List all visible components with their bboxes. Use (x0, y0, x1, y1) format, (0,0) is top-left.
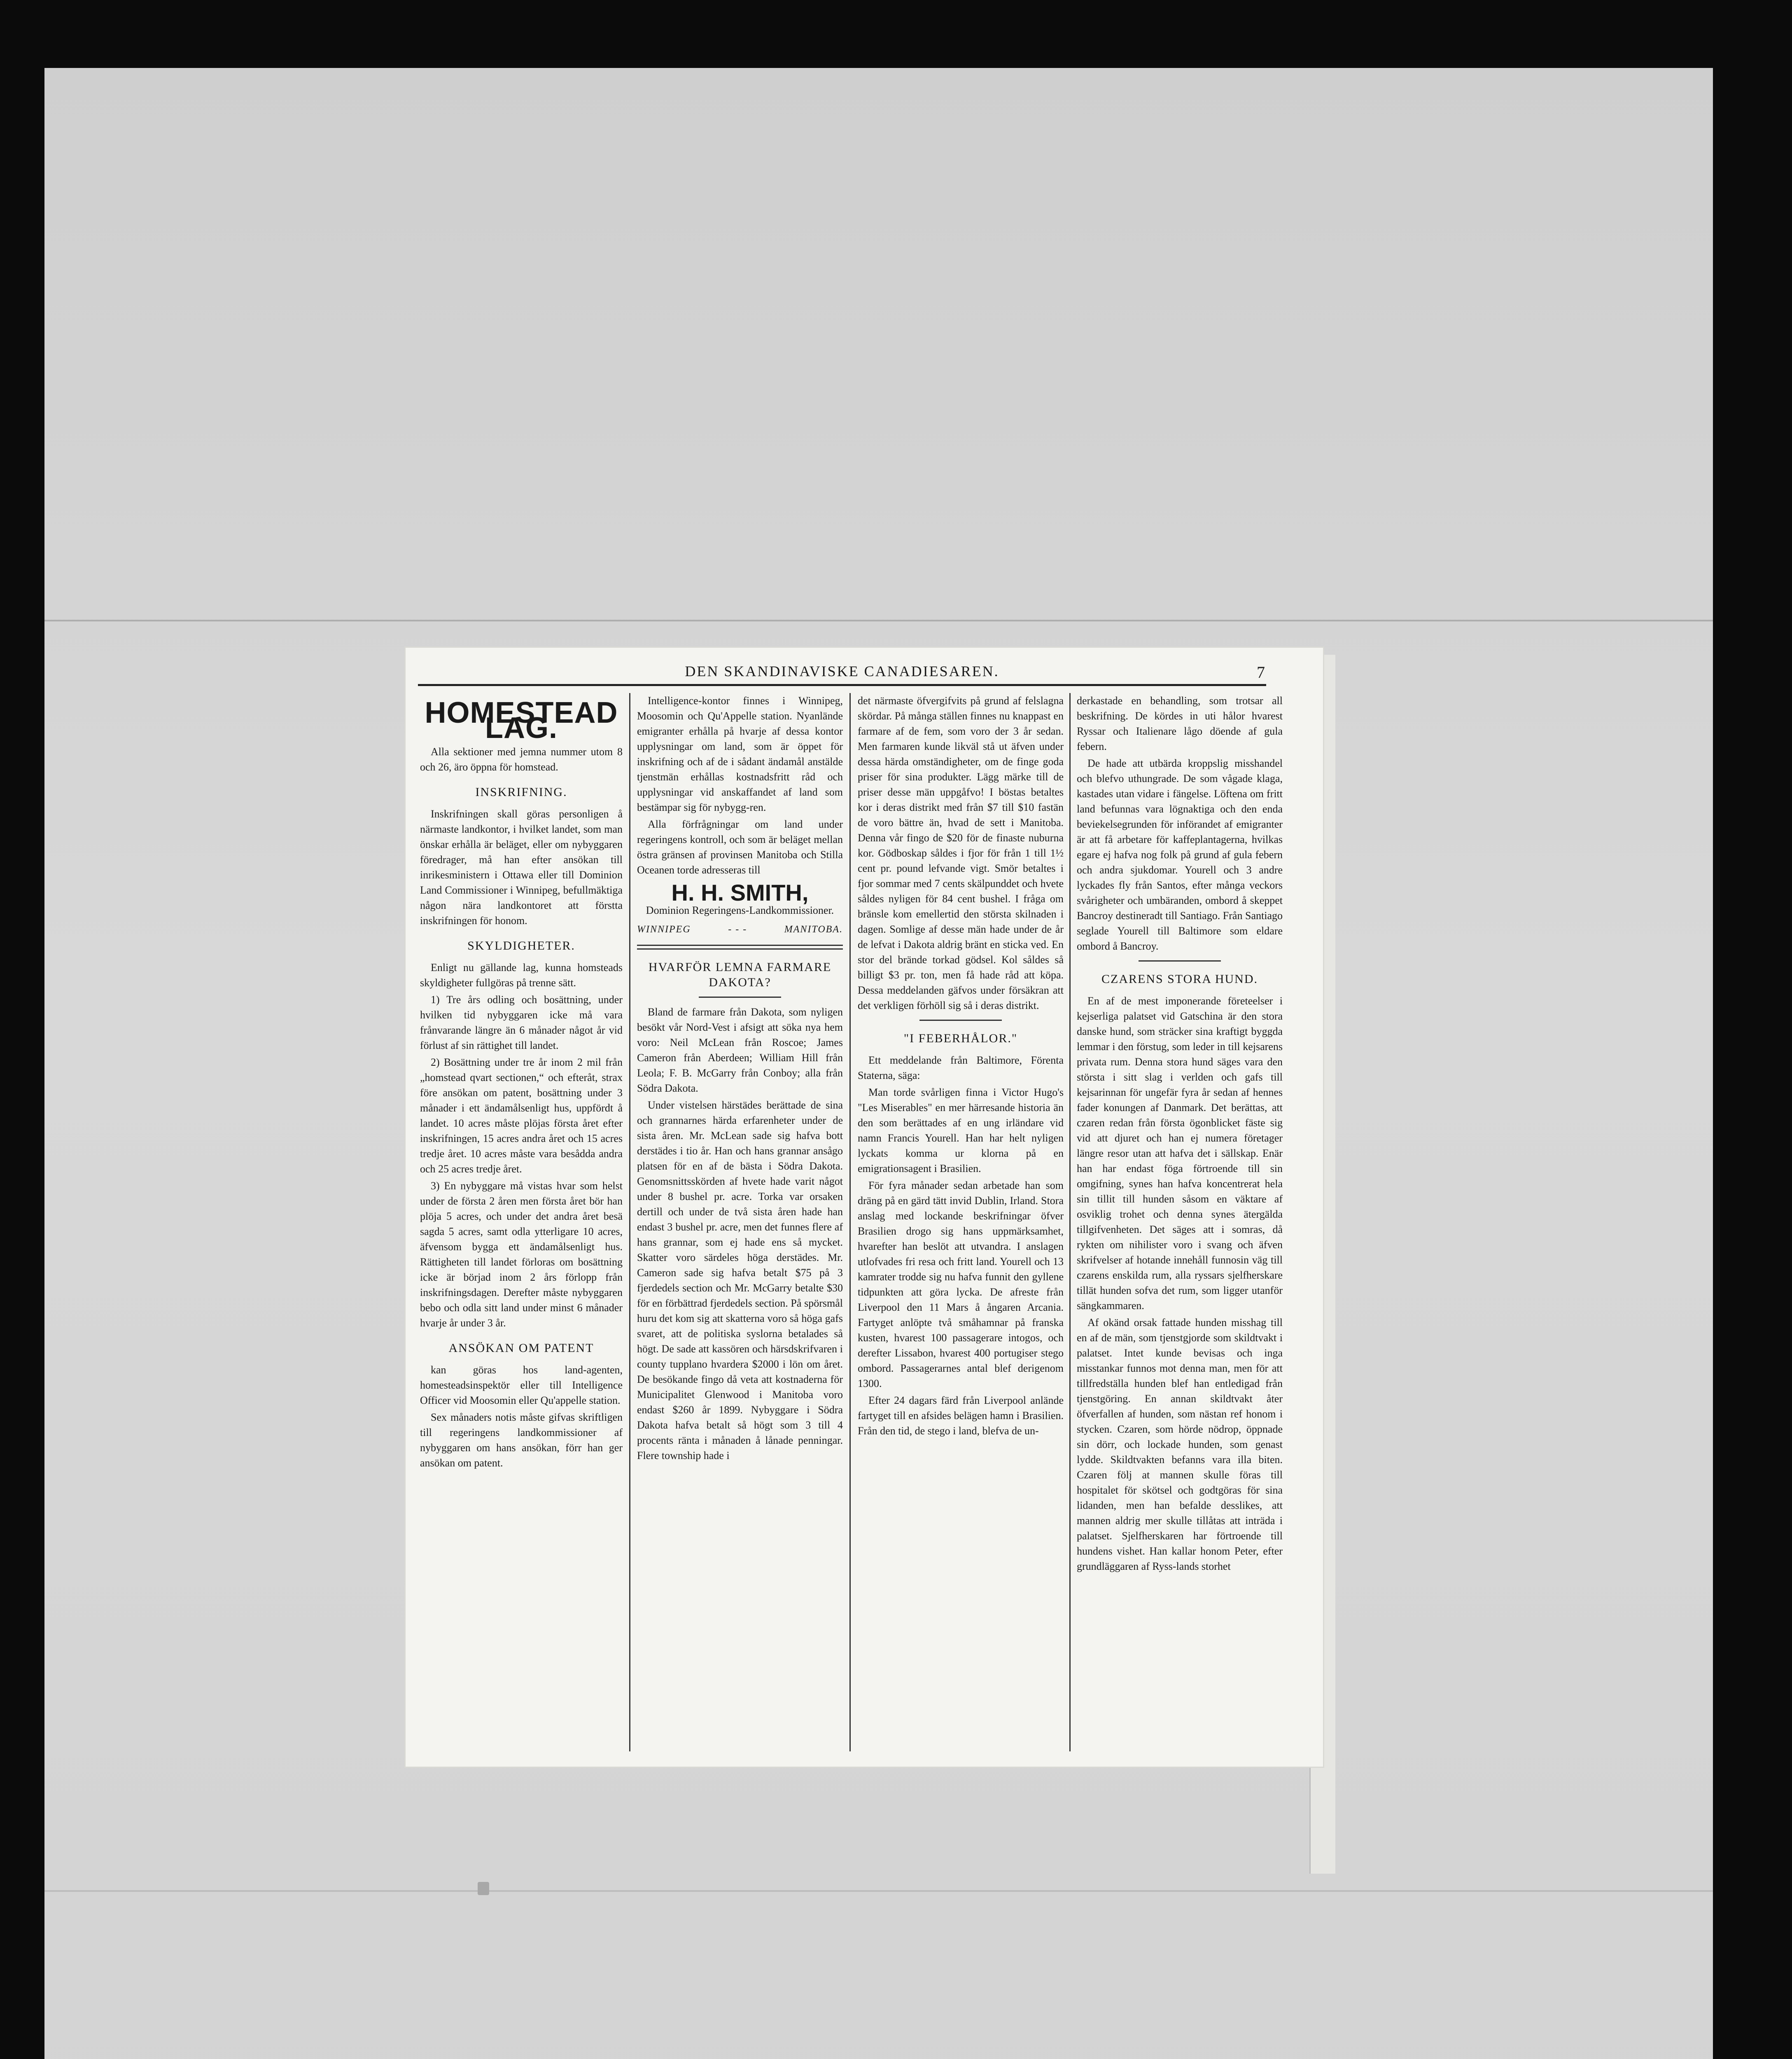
paragraph: det närmaste öfvergifvits på grund af felslagna skördar. På många ställen finnes nu knappast en farmare af de fem, som voro der 3 år sedan. Men farmaren kunde likväl stå ut äfven under dessa härda omständigheter, om de finge goda priser för sina produkter. Lägg märke till de priser desse män uppgåfvo! I böstas betaltes kor i deras distrikt med från $7 till $10 fastän de voro bättre än, hvad de sett i Manitoba. Denna vår fingo de $20 för de finaste nuburna kor. Gödboskap såldes i fjor för från 1 till 1½ cent pr. pound lefvande vigt. Smör betaltes i fjor sommar med 7 cents skälpunddet och hvete såldes nyligen för 84 cent bushel. I fråga om bränsle kom emellertid den största skilnaden i dagen. Somlige af desse män hade under de år de lefvat i Dakota aldrig bränt en sticka ved. En stor del brände torkad gödsel. Kol såldes så billigt $3 pr. ton, men få hade råd att köpa. Dessa meddelanden gäfvos under försäkran att det verkligen förhöll sig så i deras distrikt. (858, 695, 1064, 1011)
headline-homestead-lag: HOMESTEAD LAG. (425, 696, 618, 745)
section-heading: INSKRIFNING. (475, 785, 567, 799)
column-2 (637, 693, 843, 1751)
paragraph: Sex månaders notis måste gifvas skriftligen till regeringens landkommissioner af nybyggaren om hans ansökan, förr han ger ansökan om patent. (420, 1411, 623, 1469)
paragraph: derkastade en behandling, som trotsar all beskrifning. De kördes in uti hålor hvarest Ryssar och Italienare lågo döende af gula febern. (1077, 695, 1283, 752)
advert-title: Dominion Regeringens-Landkommissioner. (646, 904, 834, 916)
page-number: 7 (1257, 663, 1266, 682)
paragraph: Intelligence-kontor finnes i Winnipeg, Moosomin och Qu'Appelle station. Nyanlände emigranter erhålla på hvarje af dessa kontor upplysningar om land, som är öppet för inskrifning och af de i sådant ändamål anstälde tjenstmän erhållas kostnadsfritt råd och upplysningar vid anskaffandet af land som bestämpar sig för nybygg-ren. (637, 695, 843, 813)
column-4 (1077, 693, 1283, 1751)
paragraph: Enligt nu gällande lag, kunna homsteads skyldigheter fullgöras på trenne sätt. (420, 962, 623, 989)
divider (1139, 960, 1221, 962)
paragraph: Bland de farmare från Dakota, som nyligen besökt vår Nord-Vest i afsigt att söka nya hem voro: Neil McLean från Roscoe; James Cameron från Aberdeen; William Hill från Leola; F. B. McGarry från Conboy; alla från Södra Dakota. (637, 1006, 843, 1094)
advert-name: H. H. SMITH, (671, 880, 809, 906)
section-heading: ANSÖKAN OM PATENT (448, 1341, 594, 1355)
city-right: MANITOBA. (784, 924, 843, 935)
newspaper-page (406, 648, 1323, 1767)
scan-scratch (44, 1890, 1713, 1892)
masthead (418, 659, 1266, 686)
advert-city-line (637, 922, 843, 937)
divider (699, 997, 781, 998)
column-3 (858, 693, 1064, 1751)
column-1 (420, 693, 623, 1751)
paragraph: En af de mest imponerande företeelser i kejserliga palatset vid Gatschina är den stora danske hund, som sträcker sina kraftigt byggda lemmar i den förstug, som leder in till kejsarens privata rum. Denna stora hund säges vara den största i sitt slag i verlden och gafs till kejsarinnan för ungefär fyra år sedan af hennes fader konungen af Danmark. Det berättas, att czaren redan från första ögonblicket fäste sig vid att djuret och han ej numera företager längre resor utan att hafva det i sällskap. Enär han har endast föga förtroende till sin omgifning, synes han hafva koncentrerat hela sin tillit till hunden såsom en väktare af osviklig trohet och denna synes ätergälda tillgifvenheten. Det säges att i somras, då rykten om nihilister voro i svang och äfven skrifvelser af hotande innehåll funnosin väg till czarens enskilda rum, alla ryssars sjelfherskare tillät hunden sofva det rum, som ligger utanför sängkammaren. (1077, 995, 1283, 1312)
paragraph: Under vistelsen härstädes berättade de sina och grannarnes härda erfarenheter under de sista åren. Mr. McLean sade sig hafva bott derstädes i tio år. Han och hans grannar ansågo platsen för en af de bästa i Södra Dakota. Genomsnittsskörden af hvete hade varit något under 8 bushel pr. acre. Torka var orsaken dertill och under de två sista åren hade han endast 3 bushel pr. acre, men det funnes flere af hans grannar, som ej hade ens så mycket. Skatter voro särdeles höga derstädes. Mr. Cameron sade sig hafva betalt $75 på 3 fjerdedels section och Mr. McGarry betalte $30 för en förbättrad fjerdedels section. På spörsmål huru det kom sig att skatterna voro så höga gafs svaret, att de politiska syslorna betalades så högt. De sade att kassören och härsdskrifvaren i county tupplano hvardera $2000 i lön om året. De besökande fingo då veta att kostnaderna för Municipalitet Glenwood i Manitoba voro endast $260 år 1899. Nybyggare i Södra Dakota hafva betalt så högt som 3 till 4 procents ränta i månaden å lånade penningar. Flere township hade i (637, 1099, 843, 1461)
scan-scratch (44, 620, 1713, 621)
paragraph: Ett meddelande från Baltimore, Förenta Staterna, säga: (858, 1054, 1064, 1081)
column-rule (1069, 693, 1071, 1751)
paragraph: Alla förfrågningar om land under regeringens kontroll, och som är beläget mellan östra gränsen af provinsen Manitoba och Stilla Oceanen torde adresseras till (637, 818, 843, 876)
column-rule (629, 693, 630, 1751)
section-heading: HVARFÖR LEMNA FARMARE DAKOTA? (648, 960, 832, 989)
masthead-title: DEN SKANDINAVISKE CANADIESAREN. (685, 663, 999, 679)
paragraph: kan göras hos land-agenten, homesteadsinspektör eller till Intelligence Officer vid Moosomin eller Qu'appelle station. (420, 1364, 623, 1406)
paragraph: Man torde svårligen finna i Victor Hugo's "Les Miserables" en mer härresande historia än den som berättades af en ung irländare vid namn Francis Yourell. Han har helt nyligen lyckats komma ur klorna på en emigrationsagent i Brasilien. (858, 1086, 1064, 1174)
paragraph: Alla sektioner med jemna nummer utom 8 och 26, äro öppna för homstead. (420, 746, 623, 773)
paragraph: Inskrifningen skall göras personligen å närmaste landkontor, i hvilket landet, som man önskar erhålla är beläget, eller om nybyggaren föredrager, må han efter ansökan till inrikesministern i Ottawa eller till Dominion Land Commissioner i Winnipeg, befullmäktiga någon nära landkontoret att förstta inskrifningen för honom. (420, 808, 623, 927)
city-left: WINNIPEG (637, 924, 691, 935)
divider (637, 945, 843, 950)
paragraph: För fyra månader sedan arbetade han som dräng på en gärd tätt invid Dublin, Irland. Stora anslag med lockande beskrifningar öfver Brasilien drogo sig hans uppmärksamhet, hvarefter han beslöt att utvandra. I anslagen utlofvades fri resa och fritt land. Yourell och 13 kamrater trodde sig nu hafva funnit den gyllene tidpunkten att göra lycka. De afreste från Liverpool den 11 Mars å ångaren Arcania. Fartyget anlöpte två småhamnar på franska kusten, hvarest 100 passagerare intogos, och derefter Lissabon, hvarest 400 portugiser stego ombord. Passagerarnes antal blef derigenom 1300. (858, 1179, 1064, 1389)
section-heading: SKYLDIGHETER. (467, 939, 575, 952)
paragraph: 3) En nybyggare må vistas hvar som helst under de första 2 åren men första året bör han plöja 5 acres, och under det andra året besä sagda 5 acres, samt odla ytterligare 10 acres, äfvensom bygga ett ändamålsenligt hus. Rättigheten till landet förloras om bosättning icke är börjad inom 2 års förlopp från inskrifningsdagen. Derefter måste nybyggaren bebo och odla sitt land under minst 6 månader hvarje år under 3 år. (420, 1180, 623, 1329)
section-heading: CZARENS STORA HUND. (1101, 972, 1258, 986)
paragraph: 2) Bosättning under tre år inom 2 mil från „homstead qvart sectionen,“ och efteråt, strax före ansökan om patent, bosättning under 3 månader i ett ändamålsenligt hus, uppfördt å landet. 10 acres måste plöjas första året efter inskrifningen, 15 acres andra året och 15 acres tredje året. 10 acres måste vara besådda andra och 25 acres tredje året. (420, 1056, 623, 1175)
section-heading: "I FEBERHÅLOR." (903, 1032, 1018, 1045)
divider (919, 1020, 1002, 1021)
paragraph: Af okänd orsak fattade hunden misshag till en af de män, som tjenstgjorde som skildtvakt i palatset. Intet kunde bevisas och inga misstankar funnos mot denna man, men för att tillfredställa hunden blef han entledigad från tjenstgöring. En annan skildtvakt åter öfverfallen af hunden, som nästan ref honom i stycken. Czaren, som hörde nödrop, öppnade sin dörr, och lockade hunden, som genast lydde. Skildtvakten befanns vara illa biten. Czaren följ at mannen skulle föras till hospitalet för skötsel och godtgöras för sina lidanden, men han befalde desslikes, att mannen aldrig mer skulle tillåtas att inträda i palatset. Sjelfherskaren har förtroende till hundens vishet. Han kallar honom Peter, efter grundläggaren af Ryss-lands storhet (1077, 1317, 1283, 1572)
paragraph: De hade att utbärda kroppslig misshandel och blefvo uthungrade. De som vågade klaga, kastades utan vidare i fängelse. Löftena om fritt land befunnas vara lögnaktiga och den enda beviekelsegrunden för införandet af emigranter är att få arbetare för kaffeplantagerna, hvilkas egare ej hafva nog folk på grund af gula febern och andra sjukdomar. Yourell och 3 andre lyckades fly från Santos, efter många veckors svårigheter och umbäranden, ombord å skeppet Bancroy destineradt till Santiago. Från Santiago seglade Yourell till Baltimore som eldare ombord å Bancroy. (1077, 757, 1283, 952)
city-dashes: - - - (728, 924, 747, 935)
mount-hole (478, 1882, 489, 1895)
column-rule (849, 693, 851, 1751)
paragraph: 1) Tre års odling och bosättning, under hvilken tid nybyggaren icke må vara frånvarande längre än 6 månader något år vid förlust af sin rättighet till landet. (420, 994, 623, 1051)
paragraph: Efter 24 dagars färd från Liverpool anlände fartyget till en afsides belägen hamn i Brasilien. Från den tid, de stego i land, blefva de un- (858, 1394, 1064, 1437)
